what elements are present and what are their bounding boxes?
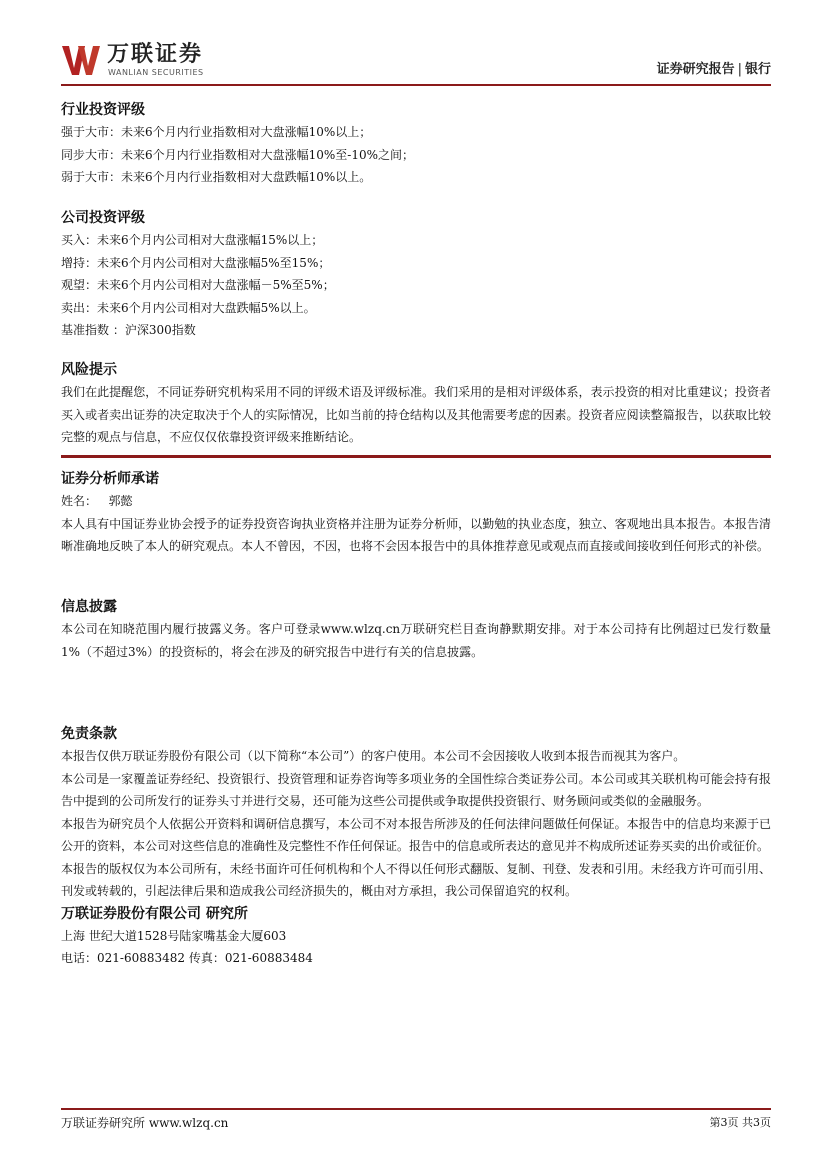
report-type: 证券研究报告: [656, 62, 735, 77]
industry-rating-line: 同步大市：未来6个月内行业指数相对大盘涨幅10%至-10%之间；: [61, 147, 415, 162]
analyst-text: 本人具有中国证券业协会授予的证券投资咨询执业资格并注册为证券分析师，以勤勉的执业态度，独立、客观地出具本报告。本报告清晰准确地反映了本人的研究观点。本人不曾因，不因，也将不会因本报告中的具体推荐意见或观点而直接或间接收到任何形式的补偿。: [61, 516, 771, 553]
logo-english-name: WANLIAN SECURITIES: [108, 68, 204, 77]
analyst-name: 郭懿: [108, 494, 133, 508]
industry-rating-section: [61, 99, 771, 189]
contact-title: 万联证券股份有限公司 研究所: [61, 905, 248, 922]
disclaimer-paragraph: 本报告的版权仅为本公司所有，未经书面许可任何机构和个人不得以任何形式翻版、复制、刊登、发表和引用。未经我方许可而引用、刊发或转载的，引起法律后果和造成我公司经济损失的，概由对方承担，我公司保留追究的权利。: [61, 861, 771, 898]
industry-rating-title: 行业投资评级: [61, 102, 145, 118]
page-number: 第3页 共3页: [709, 1116, 771, 1129]
footer-divider: [61, 1108, 771, 1110]
company-rating-line: 增持：未来6个月内公司相对大盘涨幅5%至15%；: [61, 255, 331, 270]
company-rating-line: 卖出：未来6个月内公司相对大盘跌幅5%以上。: [61, 300, 316, 315]
benchmark-index: 基准指数 ：沪深300指数: [61, 323, 196, 337]
analyst-title: 证券分析师承诺: [61, 471, 159, 487]
analyst-name-label: 姓名：: [61, 494, 98, 508]
risk-text: 我们在此提醒您，不同证券研究机构采用不同的评级术语及评级标准。我们采用的是相对评级体系，表示投资的相对比重建议；投资者买入或者卖出证券的决定取决于个人的实际情况，比如当前的持仓结构以及其他需要考虑的因素。投资者应阅读整篇报告，以获取比较完整的观点与信息，不应仅仅依靠投资评级来推断结论。: [61, 385, 771, 444]
header-separator: |: [737, 62, 742, 77]
logo-chinese-name: 万联证券: [107, 42, 204, 67]
disclaimer-paragraph: 本报告为研究员个人依据公开资料和调研信息撰写，本公司不对本报告所涉及的任何法律问题做任何保证。本报告中的信息均来源于已公开的资料，本公司对这些信息的准确性及完整性不作任何保证。报告中的信息或所表达的意见并不构成所述证券买卖的出价或征价。: [61, 816, 771, 853]
footer-source: 万联证券研究所 www.wlzq.cn: [61, 1116, 229, 1130]
company-rating-title: 公司投资评级: [61, 210, 145, 226]
disclaimer-paragraph: 本公司是一家覆盖证券经纪、投资银行、投资管理和证券咨询等多项业务的全国性综合类证券公司。本公司或其关联机构可能会持有报告中提到的公司所发行的证券头寸并进行交易，还可能为这些公司提供或争取提供投资银行、财务顾问或类似的金融服务。: [61, 771, 771, 808]
disclosure-title: 信息披露: [61, 599, 117, 615]
company-rating-line: 买入：未来6个月内公司相对大盘涨幅15%以上；: [61, 233, 324, 247]
contact-phones: 电话：021-60883482 传真：021-60883484: [61, 951, 313, 965]
section-divider: [61, 455, 771, 458]
header-divider: [61, 84, 771, 86]
page-header: [61, 42, 771, 82]
industry-rating-line: 弱于大市：未来6个月内行业指数相对大盘跌幅10%以上。: [61, 170, 372, 184]
analyst-section: [61, 468, 771, 558]
industry-rating-line: 强于大市：未来6个月内行业指数相对大盘涨幅10%以上；: [61, 125, 372, 139]
company-rating-line: 观望：未来6个月内公司相对大盘涨幅－5%至5%；: [61, 278, 335, 292]
disclaimer-paragraph: 本报告仅供万联证券股份有限公司（以下简称“本公司”）的客户使用。本公司不会因接收人收到本报告而视其为客户。: [61, 749, 686, 763]
wanlian-logo-icon: [61, 42, 101, 78]
disclaimer-section: [61, 723, 771, 970]
disclosure-section: [61, 596, 771, 663]
risk-title: 风险提示: [61, 362, 117, 378]
contact-address: 上海 世纪大道1528号陆家嘴基金大厦603: [61, 928, 287, 943]
report-category: [657, 58, 771, 77]
risk-section: [61, 359, 771, 449]
disclosure-text: 本公司在知晓范围内履行披露义务。客户可登录www.wlzq.cn万联研究栏目查询静默期安排。对于本公司持有比例超过已发行数量1%（不超过3%）的投资标的，将会在涉及的研究报告中进行有关的信息披露。: [61, 622, 771, 659]
analyst-name-line: [61, 490, 771, 513]
company-rating-section: [61, 207, 771, 342]
report-sector: 银行: [744, 62, 771, 77]
disclaimer-title: 免责条款: [61, 726, 117, 742]
